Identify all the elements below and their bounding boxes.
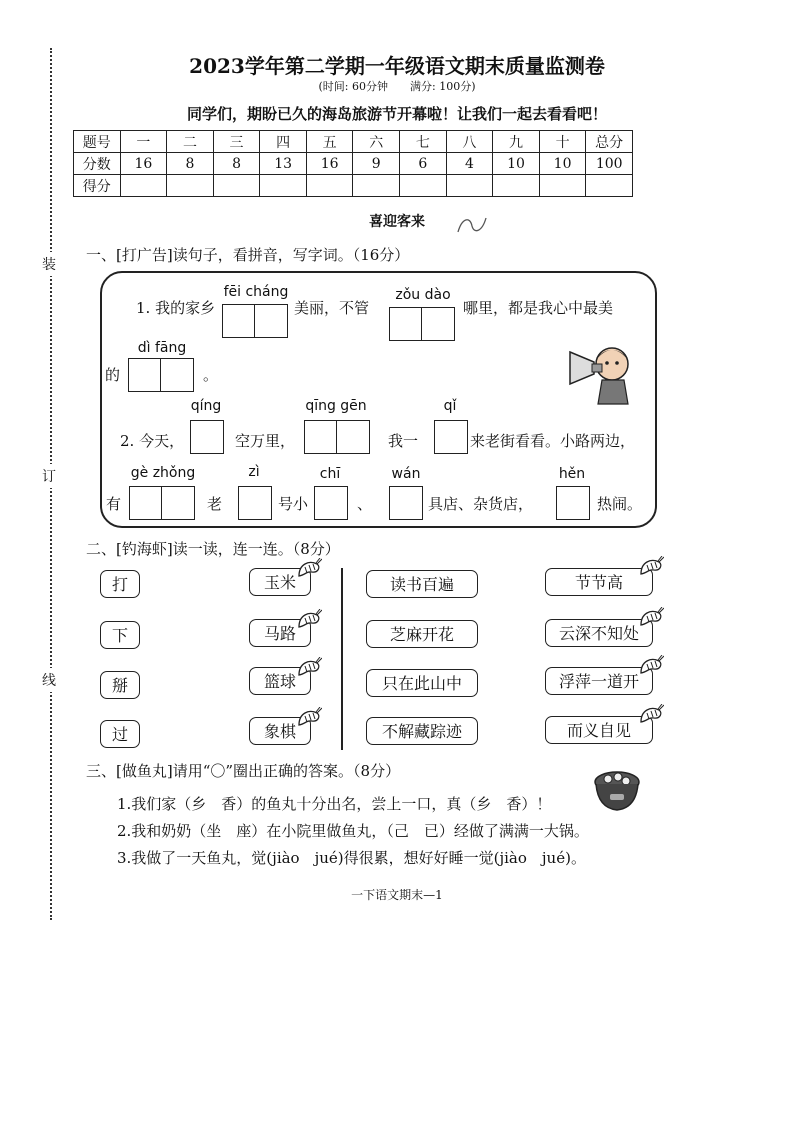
tianzige-input[interactable] [238,486,272,520]
pinyin-label: fēi cháng [223,284,289,300]
pinyin-label: qíng [190,398,222,414]
q1-text: 号小 [278,495,309,513]
table-cell: 五 [306,131,353,153]
table-cell: 100 [586,153,633,175]
q1-text: 有 [106,495,122,513]
table-row [74,175,633,197]
q3-heading: 三、[做鱼丸]请用“〇”圈出正确的答案。（8分） [86,762,401,780]
score-input-cell[interactable] [400,175,447,197]
table-cell: 13 [260,153,307,175]
binding-char-zhuang: 装 [42,252,56,276]
table-cell: 七 [400,131,447,153]
table-cell: 10 [539,153,586,175]
q1-text: 哪里，都是我心中最美 [463,299,614,317]
shrimp-icon [296,609,322,631]
table-cell: 16 [306,153,353,175]
exam-subtitle: (时间: 60分钟 满分: 100分) [318,80,476,93]
poem-line-card[interactable]: 读书百遍 [366,570,478,598]
table-row [74,131,633,153]
table-cell: 总分 [586,131,633,153]
verb-card[interactable]: 打 [100,570,140,598]
table-cell: 二 [167,131,214,153]
megaphone-kid-icon [566,336,638,408]
noun-card[interactable]: 玉米 [249,568,311,596]
table-cell: 题号 [74,131,121,153]
table-cell: 六 [353,131,400,153]
table-cell: 八 [446,131,493,153]
poem-answer-card[interactable]: 而义自见 [545,716,653,744]
table-cell: 九 [493,131,540,153]
verb-card[interactable]: 掰 [100,671,140,699]
tianzige-input[interactable] [128,358,194,392]
exam-title: 2023学年第二学期一年级语文期末质量监测卷 [189,54,605,78]
fishball-pot-icon [590,768,644,814]
score-input-cell[interactable] [586,175,633,197]
table-cell: 10 [493,153,540,175]
table-cell: 8 [213,153,260,175]
score-input-cell[interactable] [213,175,260,197]
poem-answer-card[interactable]: 浮萍一道开 [545,667,653,695]
q1-text: 美丽，不管 [294,299,370,317]
shrimp-icon [638,556,664,578]
table-cell: 4 [446,153,493,175]
q1-text: 的 [105,366,121,384]
noun-card[interactable]: 马路 [249,619,311,647]
pinyin-label: wán [391,466,421,482]
binding-char-xian: 线 [42,668,56,692]
q1-text: 具店、杂货店， [428,495,534,513]
table-cell: 三 [213,131,260,153]
score-input-cell[interactable] [493,175,540,197]
pinyin-label: dì fāng [137,340,187,356]
noun-card[interactable]: 象棋 [249,717,311,745]
page-footer: 一下语文期末—1 [351,888,443,902]
pinyin-label: qǐ [443,398,457,414]
poem-answer-card[interactable]: 节节高 [545,568,653,596]
score-input-cell[interactable] [260,175,307,197]
shrimp-icon [296,558,322,580]
score-input-cell[interactable] [353,175,400,197]
table-cell: 得分 [74,175,121,197]
tianzige-input[interactable] [190,420,224,454]
greeting-text: 同学们，期盼已久的海岛旅游节开幕啦！让我们一起去看看吧！ [186,105,607,123]
tianzige-input[interactable] [222,304,288,338]
section-title: 喜迎客来 [369,214,425,230]
table-cell: 6 [400,153,447,175]
tianzige-input[interactable] [556,486,590,520]
q1-text: 我一 [388,432,419,450]
table-cell: 分数 [74,153,121,175]
q1-text: 、 [357,495,373,513]
shrimp-icon [296,657,322,679]
pinyin-label: hěn [558,466,586,482]
table-cell: 四 [260,131,307,153]
tianzige-input[interactable] [314,486,348,520]
poem-line-card[interactable]: 只在此山中 [366,669,478,697]
table-cell: 十 [539,131,586,153]
tianzige-input[interactable] [129,486,195,520]
binding-char-ding: 订 [42,464,56,488]
tianzige-input[interactable] [389,307,455,341]
q1-text: 老 [207,495,223,513]
q1-text: 。 [203,366,219,384]
poem-line-card[interactable]: 不解藏踪迹 [366,717,478,745]
verb-card[interactable]: 过 [100,720,140,748]
shrimp-icon [296,707,322,729]
scribble-icon [452,210,492,240]
q2-heading: 二、[钓海虾]读一读，连一连。（8分） [86,540,340,558]
table-cell: 8 [167,153,214,175]
pinyin-label: zǒu dào [395,287,451,303]
table-cell: 9 [353,153,400,175]
tianzige-input[interactable] [304,420,370,454]
q3-line: 1.我们家（乡 香）的鱼丸十分出名，尝上一口，真（乡 香）！ [117,795,552,813]
table-cell: 16 [120,153,167,175]
pinyin-label: gè zhǒng [130,465,196,481]
shrimp-icon [638,607,664,629]
q1-text: 热闹。 [597,495,643,513]
q1-text: 2. 今天， [120,432,185,450]
q1-text: 来老街看看。小路两边， [470,432,636,450]
q3-line: 2.我和奶奶（坐 座）在小院里做鱼丸，（己 已）经做了满满一大锅。 [117,822,589,840]
poem-line-card[interactable]: 芝麻开花 [366,620,478,648]
pinyin-label: qīng gēn [305,398,367,414]
q1-text: 1. 我的家乡 [136,299,216,317]
score-input-cell[interactable] [539,175,586,197]
score-input-cell[interactable] [446,175,493,197]
column-divider [341,568,343,750]
q1-text: 空万里， [235,432,296,450]
pinyin-label: zì [248,464,260,480]
score-input-cell[interactable] [167,175,214,197]
poem-answer-card[interactable]: 云深不知处 [545,619,653,647]
score-input-cell[interactable] [306,175,353,197]
shrimp-icon [638,655,664,677]
noun-card[interactable]: 篮球 [249,667,311,695]
pinyin-label: chī [319,466,341,482]
table-row [74,153,633,175]
table-cell: 一 [120,131,167,153]
q1-heading: 一、[打广告]读句子，看拼音，写字词。（16分） [86,246,410,264]
score-table [73,130,633,197]
score-input-cell[interactable] [120,175,167,197]
tianzige-input[interactable] [389,486,423,520]
shrimp-icon [638,704,664,726]
verb-card[interactable]: 下 [100,621,140,649]
q3-line: 3.我做了一天鱼丸，觉(jiào jué)得很累，想好好睡一觉(jiào jué)。 [117,849,586,867]
tianzige-input[interactable] [434,420,468,454]
